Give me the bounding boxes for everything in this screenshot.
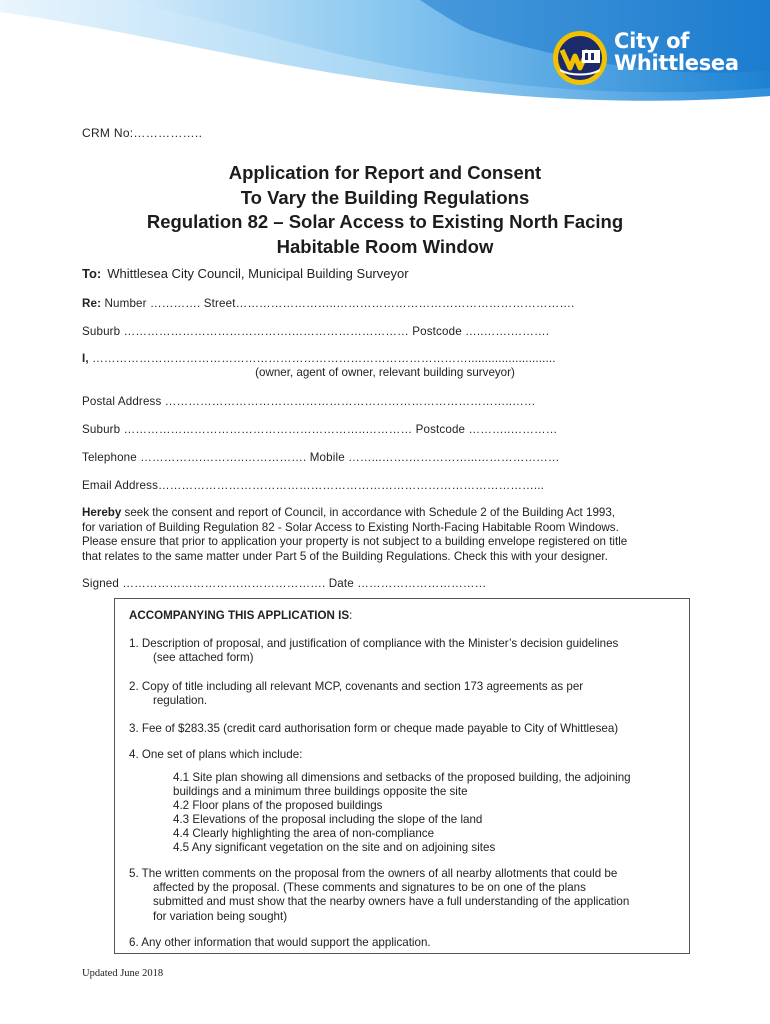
updated-date: Updated June 2018 [82,968,164,979]
re-field[interactable] [82,297,575,310]
list-item-4: 4. One set of plans which include: [129,748,303,761]
hereby-line-3: Please ensure that prior to application your property is not subject to a building envelope registered on title [82,535,628,549]
logo-text [614,30,739,74]
to-value: Whittlesea City Council, Municipal Building Surveyor [107,266,409,281]
suburb-field-1[interactable]: Suburb …………………………………….………………………… Postcode …..…….………. [82,325,550,338]
sub-item-4-2: 4.2 Floor plans of the proposed buildings [173,799,383,812]
i-text: …………………………………………………………………………………….......................... [92,352,556,365]
crm-number-field[interactable]: CRM No:…………….. [82,126,203,140]
sub-item-4-5: 4.5 Any significant vegetation on the site and on adjoining sites [173,841,496,854]
sub-item-4-1-cont: buildings and a minimum three buildings opposite the site [173,785,468,798]
title-line-3: Regulation 82 – Solar Access to Existing North Facing [146,211,624,232]
sub-item-4-1: 4.1 Site plan showing all dimensions and setbacks of the proposed building, the adjoining [173,771,631,784]
email-field[interactable]: Email Address……………………………………………………………………………………... [82,479,544,492]
hereby-line-4: that relates to the same matter under Part 5 of the Building Regulations. Check this with your designer. [82,549,608,563]
title-line-4: Habitable Room Window [276,235,494,257]
sub-list [173,771,631,855]
addressee [82,266,409,281]
hereby-bold: Hereby [82,506,122,519]
sub-item-4-3: 4.3 Elevations of the proposal including the slope of the land [173,813,483,826]
list-item-3: 3. Fee of $283.35 (credit card authorisation form or cheque made payable to City of Whittlesea) [129,722,619,735]
logo-line-2: Whittlesea [614,51,739,75]
re-label: Re: [82,297,102,310]
hereby-line-2: for variation of Building Regulation 82 - Solar Access to Existing North-Facing Habitable Room Windows. [82,520,619,534]
list-item-5: 5. The written comments on the proposal from the owners of all nearby allotments that could be affected by the proposal. (These comments and signatures to be on one of the plans submitted and must show that the nearby owners have a full understanding of the application for variation being sought) [129,867,630,923]
owner-note: (owner, agent of owner, relevant building surveyor) [255,366,515,379]
hereby-line-1: seek the consent and report of Council, in accordance with Schedule 2 of the Building Act 1993, [121,506,616,519]
list-item-2: 2. Copy of title including all relevant MCP, covenants and section 173 agreements as per regulation. [129,680,584,708]
signed-date-field[interactable]: Signed ……………………………………………. Date …………………………… [82,577,487,590]
postal-address-field[interactable]: Postal Address ……………………………………………………………………………..…… [82,395,536,408]
page-title [0,161,770,259]
re-text: Number …………. Street……………………..……………………………………………………. [104,297,575,310]
telephone-mobile-field[interactable]: Telephone …………….………..……………. Mobile ……...…….……………...………………… [82,451,560,464]
list-item-6: 6. Any other information that would support the application. [129,936,431,949]
logo-line-1: City of [614,29,690,53]
title-line-1: Application for Report and Consent [228,162,542,183]
suburb-field-2[interactable]: Suburb ……………………………………………………..………… Postcode ………..………… [82,423,558,436]
accompanying-box [114,598,690,954]
accompanying-heading: ACCOMPANYING THIS APPLICATION IS: [129,609,353,622]
sub-item-4-4: 4.4 Clearly highlighting the area of non-compliance [173,827,435,840]
i-label: I, [82,352,89,365]
to-label: To: [82,266,102,281]
applicant-name-field[interactable] [82,352,556,365]
title-line-2: To Vary the Building Regulations [240,186,530,208]
hereby-paragraph [82,506,692,564]
list-item-1: 1. Description of proposal, and justification of compliance with the Minister’s decision guidelines (see attached form) [129,637,619,665]
